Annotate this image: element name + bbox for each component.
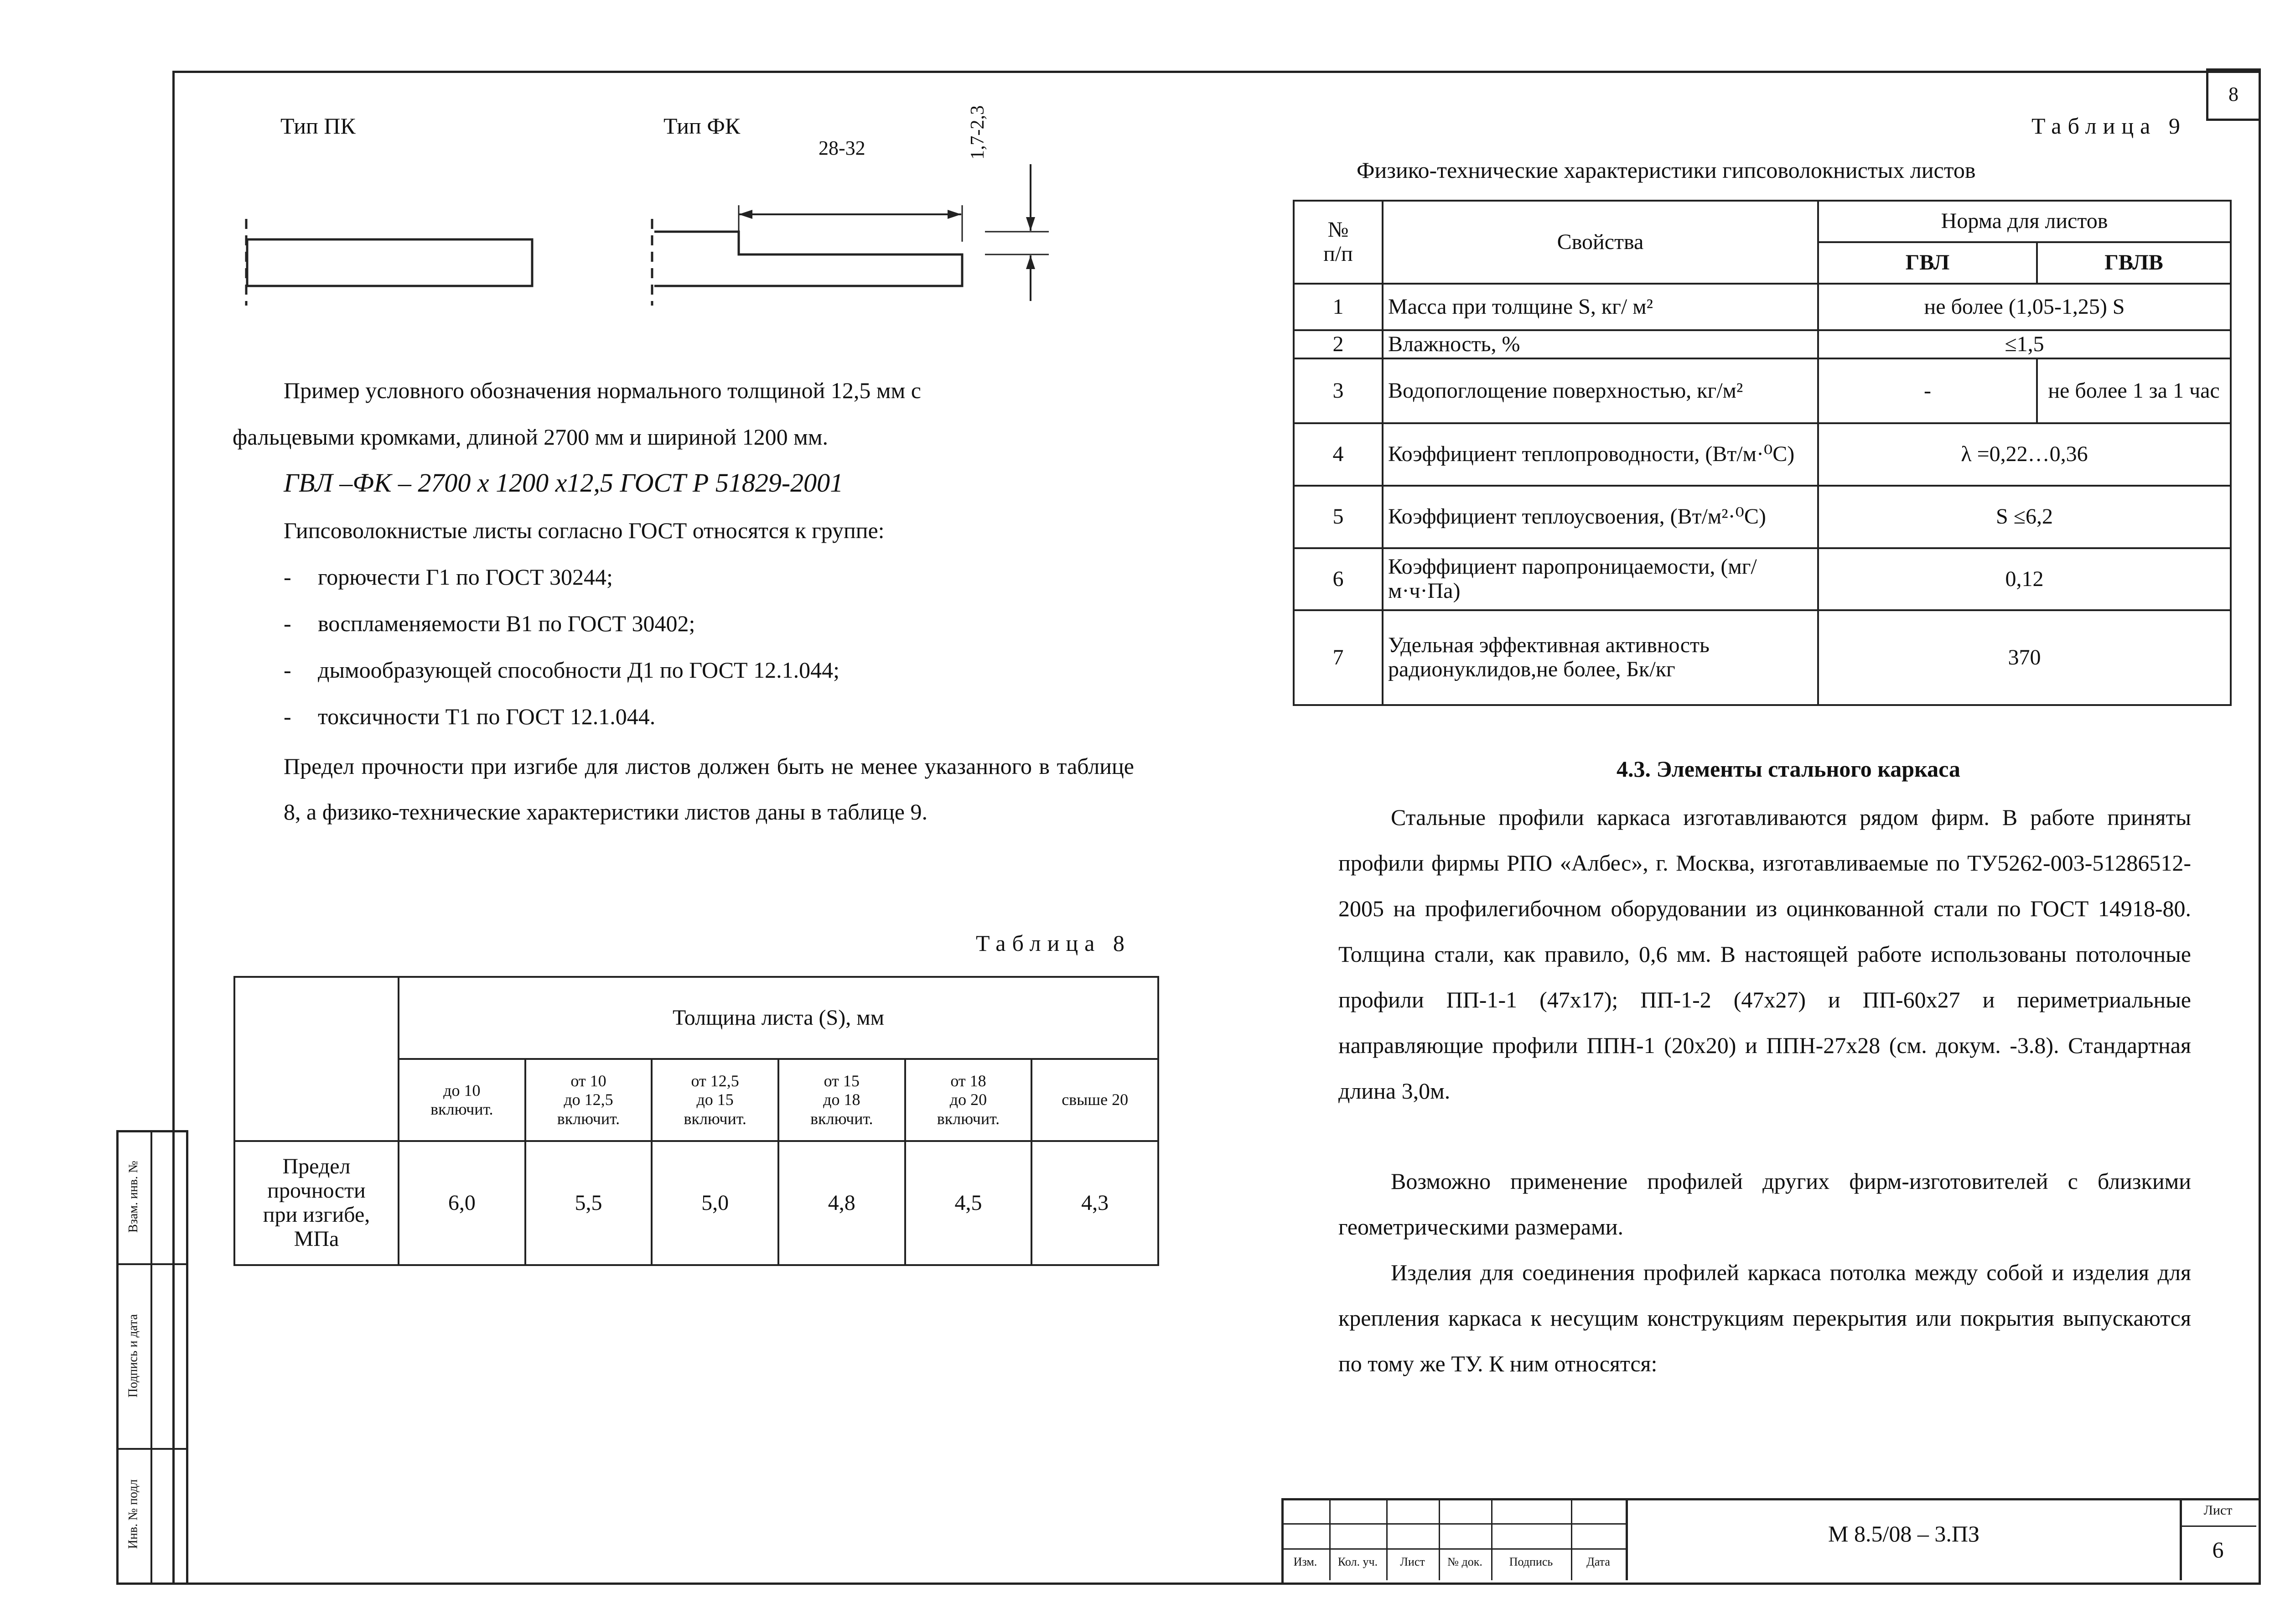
table9-col-prop: Свойства — [1383, 201, 1818, 284]
example-intro-line-1: Пример условного обозначения нормального толщиной 12,5 мм с — [284, 378, 921, 403]
list-dash: - — [284, 564, 291, 590]
table9-gvlv: не более 1 за 1 час — [2037, 358, 2231, 423]
table8-row-label — [234, 1141, 399, 1265]
dim-width-label: 28-32 — [819, 137, 865, 159]
side-stamp-sign — [116, 1263, 150, 1448]
table8-label: Таблица 8 — [976, 930, 1131, 956]
table8-col-line: от 10 — [570, 1071, 606, 1090]
table8-value: 6,0 — [399, 1141, 525, 1265]
side-stamp-replace-label: Взам. инв. № — [126, 1161, 140, 1233]
table9-col-num-line: п/п — [1323, 242, 1353, 266]
table8-col-line: до 20 — [949, 1090, 987, 1109]
type-pk-label: Тип ПК — [280, 113, 356, 139]
table9-prop: Влажность, % — [1383, 330, 1818, 359]
table8-value: 4,5 — [905, 1141, 1032, 1265]
side-stamp-replace — [116, 1130, 150, 1263]
table8-col-line: включит. — [684, 1109, 746, 1128]
table-row — [1294, 486, 2231, 548]
group-item-text: токсичности Т1 по ГОСТ 12.1.044. — [318, 704, 656, 729]
table-row — [1294, 330, 2231, 359]
section43-heading: 4.3. Элементы стального каркаса — [1617, 756, 1960, 782]
side-stamp-inv-label: Инв. № подл — [126, 1479, 140, 1549]
table8-col-line: включит. — [557, 1109, 620, 1128]
table8-col-line: до 12,5 — [564, 1090, 613, 1109]
table8-value: 4,8 — [778, 1141, 905, 1265]
strength-paragraph: Предел прочности при изгибе для листов должен быть не менее указанного в таблице 8, а физико-технические характеристики листов даны в таблице 9. — [284, 753, 1134, 825]
group-item — [284, 564, 1150, 611]
table-row — [1294, 284, 2231, 330]
table9-prop: Удельная эффективная активность радионуклидов,не более, Бк/кг — [1383, 610, 1818, 705]
table8-row-label-line: при изгибе, — [263, 1203, 370, 1227]
side-stamp-sign-label: Подпись и дата — [126, 1314, 140, 1397]
table8-corner — [234, 977, 399, 1141]
table8-col-header — [905, 1059, 1032, 1141]
table9-norm: не более (1,05-1,25) S — [1818, 284, 2231, 330]
list-dash: - — [284, 657, 291, 683]
designation-example: ГВЛ –ФК – 2700 х 1200 х12,5 ГОСТ Р 51829-2001 — [284, 468, 844, 498]
table9-prop: Масса при толщине S, кг/ м² — [1383, 284, 1818, 330]
table8-col-line: от 18 — [950, 1071, 986, 1090]
table9-label: Таблица 9 — [2031, 113, 2187, 139]
title-col-label: Лист — [1400, 1555, 1425, 1568]
table8-col-line: включит. — [430, 1100, 493, 1118]
table9-num: 5 — [1294, 486, 1383, 548]
title-col-label: Дата — [1586, 1555, 1610, 1568]
table8-row-label-line: МПа — [294, 1226, 339, 1251]
page-number: 8 — [2228, 83, 2239, 106]
table8-value: 4,3 — [1031, 1141, 1158, 1265]
table9-col-norm: Норма для листов — [1818, 201, 2231, 242]
table9-norm: λ =0,22…0,36 — [1818, 423, 2231, 486]
table8-col-line: включит. — [810, 1109, 873, 1128]
group-item — [284, 657, 1150, 704]
table9-prop: Водопоглощение поверхностью, кг/м² — [1383, 358, 1818, 423]
table-row — [1294, 610, 2231, 705]
type-fk-label: Тип ФК — [663, 113, 741, 139]
example-intro-line-2: фальцевыми кромками, длиной 2700 мм и шириной 1200 мм. — [233, 424, 828, 450]
table9-title: Физико-технические характеристики гипсоволокнистых листов — [1357, 157, 1976, 183]
group-item-text: горючести Г1 по ГОСТ 30244; — [318, 564, 613, 590]
pk-profile — [246, 219, 532, 306]
table8 — [233, 976, 1159, 1266]
table9-col-gvlv: ГВЛВ — [2037, 242, 2231, 284]
group-item-text: воспламеняемости В1 по ГОСТ 30402; — [318, 611, 695, 636]
table9-num: 2 — [1294, 330, 1383, 359]
table9-col-num-line: № — [1327, 218, 1349, 242]
table8-col-line: от 12,5 — [691, 1071, 739, 1090]
table8-col-line: до 15 — [696, 1090, 734, 1109]
table8-col-header — [778, 1059, 905, 1141]
table9-norm: 370 — [1818, 610, 2231, 705]
table8-header: Толщина листа (S), мм — [399, 977, 1158, 1059]
list-dash: - — [284, 704, 291, 729]
table8-col-line: от 15 — [824, 1071, 860, 1090]
page-number-box — [2206, 68, 2261, 121]
table9-num: 3 — [1294, 358, 1383, 423]
table8-col-line: до 18 — [823, 1090, 860, 1109]
section43-paragraph: Возможно применение профилей других фирм-изготовителей с близкими геометрическими размерами. — [1338, 1168, 2191, 1240]
document-code: М 8.5/08 – 3.ПЗ — [1828, 1521, 1979, 1546]
table8-value: 5,0 — [652, 1141, 778, 1265]
sheet-label: Лист — [2203, 1503, 2233, 1518]
list-dash: - — [284, 611, 291, 636]
title-col-label: № док. — [1447, 1555, 1482, 1568]
table9-norm: ≤1,5 — [1818, 330, 2231, 359]
table8-col-line: до 10 — [443, 1081, 481, 1100]
table-row — [1294, 423, 2231, 486]
table-row — [1294, 548, 2231, 611]
table8-col-line: включит. — [937, 1109, 1000, 1128]
table8-col-header — [652, 1059, 778, 1141]
title-col-label: Кол. уч. — [1337, 1555, 1378, 1568]
table9-col-num — [1294, 201, 1383, 284]
title-col-label: Изм. — [1293, 1555, 1317, 1568]
table9-norm: 0,12 — [1818, 548, 2231, 611]
table9-norm: S ≤6,2 — [1818, 486, 2231, 548]
section43-paragraph: Стальные профили каркаса изготавливаются рядом фирм. В работе приняты профили фирмы РПО «Албес», г. Москва, изготавливаемые по ТУ5262-003-51286512-2005 на профилегибочном оборудовании из оцинкованной стали по ГОСТ 14918-80. Толщина стали, как правило, 0,6 мм. В настоящей работе использованы потолочные профили ПП-1-1 (47х17); ПП-1-2 (47х27) и ПП-60х27 и периметриальные направляющие профили ППН-1 (20х20) и ППН-27х28 (см. докум. -3.8). Стандартная длина 3,0м. — [1338, 804, 2191, 1104]
table9-prop: Коэффициент теплопроводности, (Вт/м·⁰С) — [1383, 423, 1818, 486]
table8-col-header — [525, 1059, 652, 1141]
side-stamp-inv — [116, 1448, 150, 1580]
table8-value: 5,5 — [525, 1141, 652, 1265]
table9-col-gvl: ГВЛ — [1818, 242, 2037, 284]
table8-col-header — [399, 1059, 525, 1141]
table9-num: 7 — [1294, 610, 1383, 705]
table8-col-header — [1031, 1059, 1158, 1141]
fk-profile — [652, 164, 1049, 306]
table9 — [1293, 200, 2232, 706]
dim-depth-text: 1,7-2,3 — [967, 105, 988, 160]
table9-num: 1 — [1294, 284, 1383, 330]
table9-num: 6 — [1294, 548, 1383, 611]
table8-row-label-line: Предел — [282, 1154, 351, 1179]
edge-profile-sketch — [228, 150, 1094, 315]
title-grid-hline — [2180, 1525, 2256, 1527]
table9-num: 4 — [1294, 423, 1383, 486]
group-intro: Гипсоволокнистые листы согласно ГОСТ относятся к группе: — [284, 518, 885, 543]
title-grid-hline — [1281, 1548, 1628, 1550]
title-grid-hline — [1281, 1523, 1628, 1525]
table9-prop: Коэффициент паропроницаемости, (мг/м·ч·Па) — [1383, 548, 1818, 611]
group-item — [284, 611, 1150, 657]
title-col-label: Подпись — [1509, 1555, 1553, 1568]
sheet-number: 6 — [2212, 1537, 2224, 1562]
section43-paragraph: Изделия для соединения профилей каркаса потолка между собой и изделия для крепления каркаса к несущим конструкциям перекрытия или покрытия выпускаются по тому же ТУ. К ним относятся: — [1338, 1260, 2191, 1376]
table8-col-line: свыше 20 — [1062, 1090, 1129, 1109]
group-item-text: дымообразующей способности Д1 по ГОСТ 12.1.044; — [318, 657, 839, 683]
table-row — [1294, 358, 2231, 423]
table9-prop: Коэффициент теплоусвоения, (Вт/м²·⁰С) — [1383, 486, 1818, 548]
group-list — [284, 564, 1150, 750]
table8-row-label-line: прочности — [267, 1178, 366, 1203]
table9-gvl: - — [1818, 358, 2037, 423]
